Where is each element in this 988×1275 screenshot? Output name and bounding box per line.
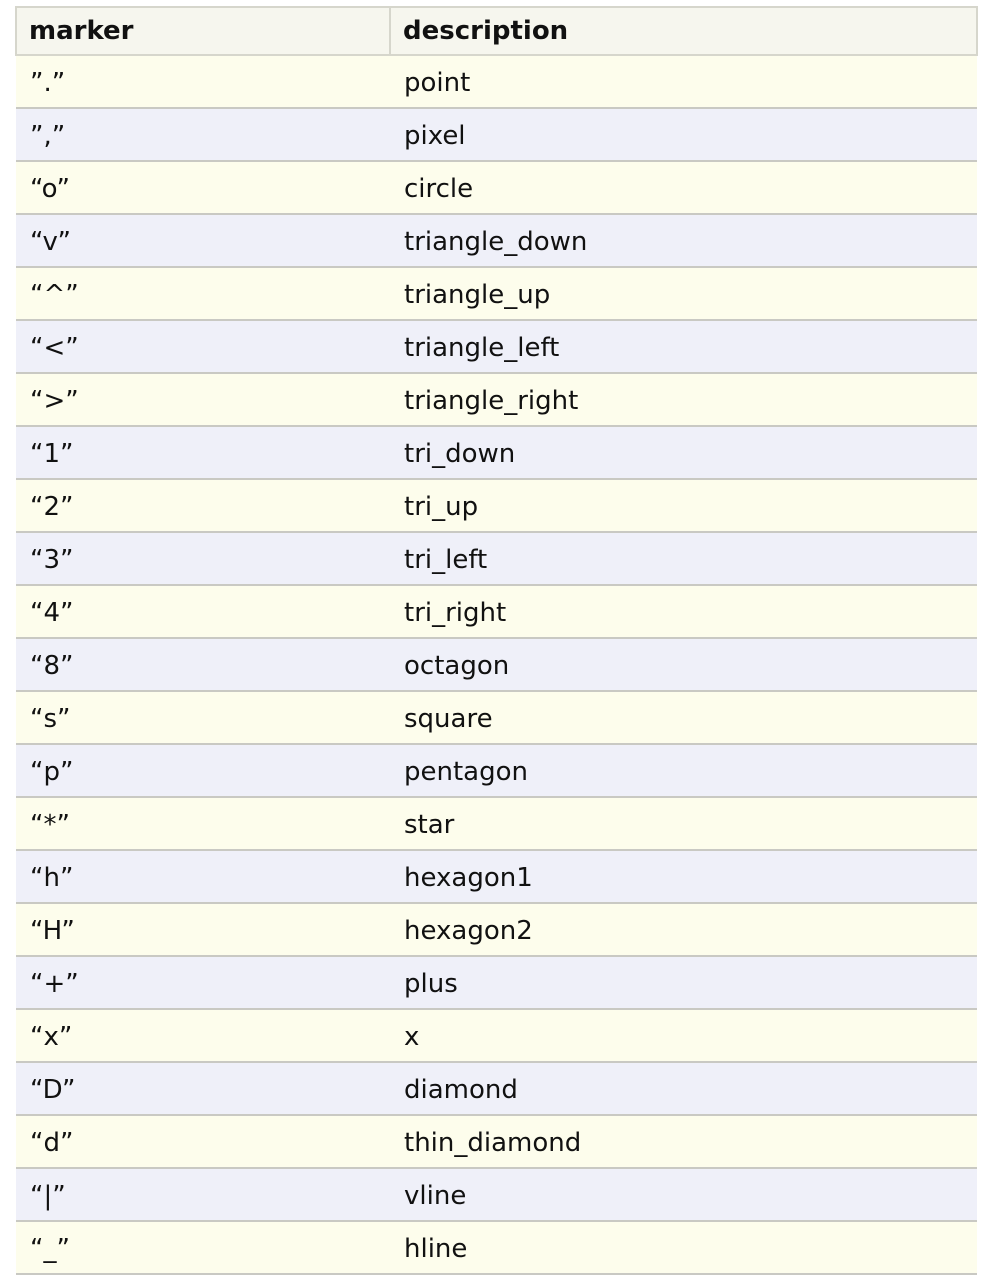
marker-cell: “p” — [16, 744, 390, 797]
description-cell: triangle_down — [390, 214, 977, 267]
table-row — [16, 161, 977, 214]
table-row — [16, 55, 977, 108]
marker-cell: “s” — [16, 691, 390, 744]
marker-cell: “D” — [16, 1062, 390, 1115]
table-row — [16, 850, 977, 903]
description-cell: pentagon — [390, 744, 977, 797]
table-row — [16, 1115, 977, 1168]
table-row — [16, 638, 977, 691]
description-cell: tri_right — [390, 585, 977, 638]
description-cell: pixel — [390, 108, 977, 161]
table-row — [16, 214, 977, 267]
table-header — [16, 7, 977, 55]
description-cell: octagon — [390, 638, 977, 691]
marker-cell: “_” — [16, 1221, 390, 1274]
table-row — [16, 691, 977, 744]
table-row — [16, 956, 977, 1009]
marker-cell: “H” — [16, 903, 390, 956]
table-row — [16, 744, 977, 797]
table-body — [16, 55, 977, 1274]
description-cell: vline — [390, 1168, 977, 1221]
marker-table — [15, 6, 978, 1275]
marker-cell: “<” — [16, 320, 390, 373]
table-row — [16, 373, 977, 426]
description-cell: triangle_up — [390, 267, 977, 320]
marker-cell: “>” — [16, 373, 390, 426]
description-cell: hexagon1 — [390, 850, 977, 903]
header-row — [16, 7, 977, 55]
marker-cell: “2” — [16, 479, 390, 532]
marker-cell: “8” — [16, 638, 390, 691]
table-row — [16, 1062, 977, 1115]
description-cell: triangle_left — [390, 320, 977, 373]
table-row — [16, 797, 977, 850]
table-row — [16, 267, 977, 320]
description-cell: hline — [390, 1221, 977, 1274]
table-row — [16, 108, 977, 161]
table-row — [16, 1009, 977, 1062]
marker-cell: “|” — [16, 1168, 390, 1221]
description-cell: hexagon2 — [390, 903, 977, 956]
description-cell: thin_diamond — [390, 1115, 977, 1168]
description-cell: diamond — [390, 1062, 977, 1115]
description-cell: plus — [390, 956, 977, 1009]
description-cell: star — [390, 797, 977, 850]
marker-cell: “4” — [16, 585, 390, 638]
marker-cell: “1” — [16, 426, 390, 479]
marker-cell: “h” — [16, 850, 390, 903]
marker-cell: “+” — [16, 956, 390, 1009]
table-row — [16, 1168, 977, 1221]
table-row — [16, 903, 977, 956]
marker-cell: “*” — [16, 797, 390, 850]
marker-cell: “x” — [16, 1009, 390, 1062]
table-row — [16, 320, 977, 373]
column-header-description: description — [390, 7, 977, 55]
marker-cell: “d” — [16, 1115, 390, 1168]
column-header-marker: marker — [16, 7, 390, 55]
table-row — [16, 479, 977, 532]
marker-cell: “v” — [16, 214, 390, 267]
description-cell: x — [390, 1009, 977, 1062]
marker-cell: “3” — [16, 532, 390, 585]
marker-cell: “o” — [16, 161, 390, 214]
table-row — [16, 1221, 977, 1274]
marker-cell: ”,” — [16, 108, 390, 161]
description-cell: tri_up — [390, 479, 977, 532]
description-cell: point — [390, 55, 977, 108]
table-row — [16, 532, 977, 585]
description-cell: circle — [390, 161, 977, 214]
description-cell: triangle_right — [390, 373, 977, 426]
table-row — [16, 585, 977, 638]
marker-cell: ”.” — [16, 55, 390, 108]
description-cell: square — [390, 691, 977, 744]
description-cell: tri_down — [390, 426, 977, 479]
marker-cell: “^” — [16, 267, 390, 320]
description-cell: tri_left — [390, 532, 977, 585]
table-row — [16, 426, 977, 479]
